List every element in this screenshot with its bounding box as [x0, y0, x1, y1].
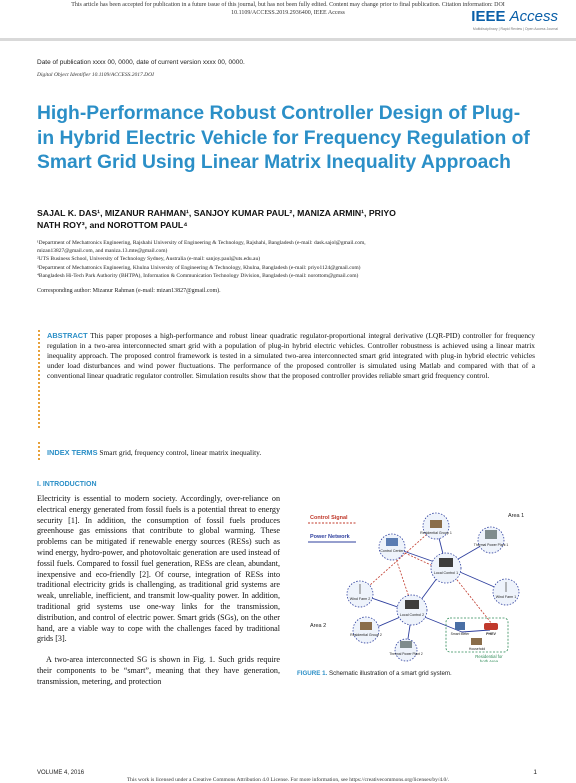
figure-caption-text: Schematic illustration of a smart grid system.: [329, 670, 452, 677]
residential-group-1-label: Residential Group 1: [420, 531, 452, 535]
index-terms-label: INDEX TERMS: [47, 448, 98, 457]
node-thermal-plant-2: [389, 639, 423, 661]
publication-date: Date of publication xxxx 00, 0000, date of current version xxxx 00, 0000.: [37, 59, 245, 66]
abstract-label: ABSTRACT: [47, 331, 88, 340]
license-notice: This work is licensed under a Creative Commons Attribution 4.0 License. For more information, see https://creativecommons.org/licenses/by/4.0/.: [126, 777, 450, 783]
index-terms-text: Smart grid, frequency control, linear matrix inequality.: [99, 448, 262, 457]
acceptance-notice-line1: This article has been accepted for publication in a future issue of this journal, but has not been fully edited. Content may change prior to final publication. Citation information: DOI: [71, 2, 505, 8]
wind-farm-2-label: Wind Farm 2: [349, 597, 371, 601]
intro-paragraph-2: A two-area interconnected SG is shown in Fig. 1. Such grids require their components to be “smart”, meaning that they have generation, transmission, metering, and protection: [37, 655, 280, 686]
node-local-control-2: [397, 595, 427, 625]
index-terms: [47, 448, 261, 457]
intro-paragraph-1: Electricity is essential to modern society. Accordingly, over-reliance on electrical energy generated from fossil fuels is a potential threat to energy security [1]. In addition, the consumption of fossil fuels produces greenhouse gas emissions that contribute to global warming. These problems can be mitigated if renewable energy sources (RESs) such as wind energy, hydro-power, and photovoltaic generation are used instead of fossil fuels. Compared to fossil fuel generation, RESs are clean, abundant, inexpensive and eco-friendly [2]. Of course, integration of RESs into traditional electricity grids is challenging, as traditional grid systems are weak, unreliable, inefficient, and transmit low-quality power. In addition, traditional grid systems use one-way links for the transmission, distribution, and control of electric power. Smart grids (SGs), on the other hand, are a viable way to cope with the challenges faced by traditional grids [3].: [37, 494, 280, 644]
phev-label: PHEV: [486, 632, 496, 636]
local-control-1-label: Local Control 1: [433, 571, 459, 575]
ieee-access-logo: [471, 8, 558, 25]
node-thermal-plant-1: [474, 527, 509, 553]
node-wind-farm-2: [347, 581, 373, 607]
index-terms-marker: [38, 442, 40, 460]
abstract-text: This paper proposes a high-performance and robust linear quadratic regulator-proportional integral derivative (LQR-PID) controller for frequency regulation in a two-area interconnected smart grid with a population of plug-in hybrid electric vehicles. Controller robustness is achieved using a linear matrix inequality approach. The proposed control framework is tested in a simulated two-area interconnected smart grid integrated with plug-in hybrid electric vehicles under load disturbances and wind power fluctuations. The performance of the proposed controller is simulated using Matlab and compared with that of a conventional linear quadratic regulator controller. Simulation results show that the proposed controller provides reliable smart grid frequency control.: [47, 331, 535, 380]
volume-info: VOLUME 4, 2016: [37, 770, 85, 776]
area-1-label: Area 1: [508, 513, 525, 519]
residential-group-2-label: Residential Group 2: [350, 633, 382, 637]
smart-meter-label: Smart Meter: [450, 632, 470, 636]
area-2-label: Area 2: [310, 623, 327, 629]
acceptance-notice-line2: 10.1109/ACCESS.2019.2936400, IEEE Access: [231, 9, 345, 16]
section-heading: I. INTRODUCTION: [37, 481, 97, 488]
control-center-label: Control Center: [380, 549, 404, 553]
node-control-center: [379, 534, 405, 560]
author-list: [37, 207, 537, 231]
logo-main: IEEE: [471, 8, 506, 25]
author-line-1: SAJAL K. DAS¹, MIZANUR RAHMAN¹, SANJOY KUMAR PAUL², MANIZA ARMIN¹, PRIYO: [37, 208, 396, 218]
figure-caption-label: FIGURE 1.: [297, 670, 328, 677]
legend-power-label: Power Network: [310, 534, 350, 540]
doi-line: Digital Object Identifier 10.1109/ACCESS.2017.DOI: [37, 72, 154, 78]
figure-caption: [297, 670, 452, 677]
node-residential-group-1: [420, 513, 452, 539]
node-local-control-1: [431, 553, 461, 583]
abstract: [47, 331, 535, 381]
page-number: 1: [533, 769, 537, 776]
affiliation-1-cont: mizan13827@gmail.com, and maniza.13.mte@gmail.com): [37, 248, 168, 255]
affiliation-4: ⁴Bangladesh Hi-Tech Park Authority (BHTPA), Information & Communication Technology Division, Bangladesh (e-mail: norottom@gmail.com): [37, 272, 359, 279]
node-wind-farm-1: [493, 579, 519, 605]
affiliation-2: ²UTS Business School, University of Technology Sydney, Australia (e-mail: sanjoy.paul@uts.edu.au): [37, 256, 261, 263]
thermal-plant-1-label: Thermal Power Plant 1: [473, 543, 509, 547]
paper-title: High-Performance Robust Controller Design of Plug-in Hybrid Electric Vehicle for Frequency Regulation of Smart Grid Using Linear Matrix Inequality Approach: [37, 103, 530, 173]
left-column: [37, 494, 280, 688]
affiliation-1: ¹Department of Mechatronics Engineering, Rajshahi University of Engineering & Technology, Rajshahi, Bangladesh (e-mail: dask.sajol@gmail.com,: [37, 240, 366, 246]
local-control-2-label: Local Control 2: [399, 613, 425, 617]
node-phev: [484, 623, 498, 636]
affiliations: [37, 239, 537, 280]
corresponding-author: Corresponding author: Mizanur Rahman (e-mail: mizan13827@gmail.com).: [37, 288, 221, 294]
wind-farm-1-label: Wind Farm 1: [495, 595, 517, 599]
household-label: Household: [468, 647, 486, 651]
node-household: [469, 638, 485, 651]
node-residential-group-2: [350, 617, 382, 643]
logo-tagline: Multidisciplinary | Rapid Review | Open Access Journal: [472, 27, 558, 31]
smart-grid-figure: [296, 502, 538, 662]
affiliation-3: ³Department of Mechatronics Engineering, Khulna University of Engineering & Technology, Khulna, Bangladesh (e-mail: priyo1124@gmail.com): [37, 264, 361, 271]
legend-control-label: Control Signal: [310, 515, 348, 521]
thermal-plant-2-label: Thermal Power Plant 2: [389, 652, 423, 656]
author-line-2: NATH ROY³, and NOROTTOM PAUL⁴: [37, 220, 188, 230]
residential-both-label-1: Residential for: [475, 654, 503, 659]
logo-italic: Access: [509, 8, 558, 25]
abstract-marker: [38, 330, 40, 428]
residential-both-label-2: both Area: [479, 659, 499, 662]
header-divider: [0, 38, 576, 41]
